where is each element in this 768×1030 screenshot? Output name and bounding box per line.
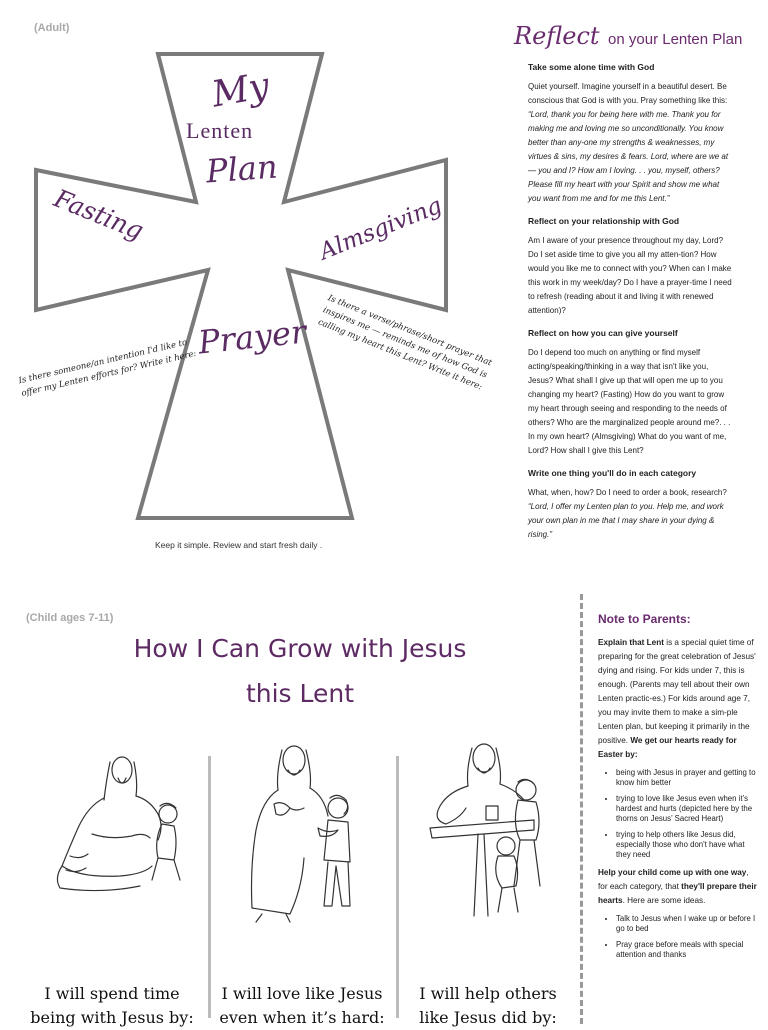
parents-help: [598, 866, 760, 908]
reflect-heading-4: Write one thing you'll do in each category: [528, 468, 697, 478]
child-title: [30, 626, 570, 716]
reflect-text-4: What, when, how? Do I need to order a book, research?: [528, 488, 727, 497]
cross-my-label: My: [208, 65, 273, 116]
helping-others-illustration: [422, 736, 572, 926]
parents-help-end: . Here are some ideas.: [622, 896, 706, 905]
list-item: • Pray grace before meals with special attention and thanks: [616, 940, 760, 960]
list-item: • Talk to Jesus when I wake up or before I go to bed: [616, 914, 760, 934]
jesus-with-child-illustration: [40, 748, 196, 896]
reflect-title: [514, 22, 742, 50]
caption-prayer: [26, 982, 198, 1030]
cross-plan-label: Plan: [204, 147, 279, 191]
verse-prompt: Is there a verse/phrase/short prayer that inspires me — reminds me of how God is calling my heart this Lent? Write it here:: [316, 293, 494, 393]
cross-almsgiving-label: Almsgiving: [315, 192, 446, 266]
child-title-line-1: How I Can Grow with Jesus: [133, 634, 467, 663]
parents-intro-bold: Explain that Lent: [598, 638, 664, 647]
cross-lenten-label: Lenten: [186, 118, 254, 143]
column-divider: [208, 756, 211, 1018]
parents-bullets-2: [598, 914, 760, 960]
parents-intro-bold-2: We get our hearts ready for Easter by:: [598, 736, 737, 759]
dashed-divider: [580, 594, 583, 1024]
caption-love: [216, 982, 388, 1030]
child-tag: (Child ages 7-11): [26, 612, 114, 624]
reflect-prayer-1: “Lord, thank you for being here with me. Thank you for making me and loving me so unconditionally. You know better than any-one my strengths & weaknesses, my virtues & sins, my desires & fears. Lord, where are we at — you and I? How am I loving. . . you, myself, others? Please fill my heart with your Spirit and show me what you want from me and for me this Lent.”: [528, 110, 729, 203]
caption-prayer-line-1: I will spend time: [44, 984, 180, 1003]
parents-intro-text: is a special quiet time of preparing for the great celebration of Jesus' dying and rising. For kids under 7, this is enough. (Parents may tell about their own Lenten practic-es.) For kids around age 7, you may invite them to make a sim-ple Lenten plan, but keeping it primarily in the positive.: [598, 638, 756, 745]
reflect-subtitle: on your Lenten Plan: [608, 31, 743, 48]
reflect-paragraph-2: Am I aware of your presence throughout my day, Lord? Do I set aside time to give you all my atten-tion? How would you like me to connect with you? When can I make this work in my week/day? Do I have a prayer-time I need to refresh (reading about it and living it with renewed attention)?: [528, 236, 732, 315]
caption-love-line-1: I will love like Jesus: [221, 984, 383, 1003]
caption-help: [402, 982, 574, 1030]
caption-love-line-2: even when it’s hard:: [219, 1008, 385, 1027]
reflect-paragraph-3: Do I depend too much on anything or find myself acting/speaking/thinking in a way that isn't like you, Jesus? What shall I give up that will open me up to you changing my heart? (Fasting) How do you want to grow my heart through seeing and responding to the needs of others? Who are the marginalized people around me?. . . In my own heart? (Almsgiving) What do you want of me, Lord? How shall I give this Lent?: [528, 348, 731, 455]
caption-help-line-1: I will help others: [419, 984, 557, 1003]
reflect-heading-1: Take some alone time with God: [528, 62, 655, 72]
reflect-paragraph-4: [528, 486, 734, 542]
parents-help-mid: , for each category, that: [598, 868, 749, 891]
list-item: • being with Jesus in prayer and getting to know him better: [616, 768, 760, 788]
parents-note: [598, 612, 760, 966]
list-item: • trying to love like Jesus even when it’s hardest and hurts (depicted here by the thorns on Jesus’ Sacred Heart): [616, 794, 760, 824]
cross-fasting-label: Fasting: [49, 183, 148, 246]
list-item: • trying to help others like Jesus did, especially those who don't have what they need: [616, 830, 760, 860]
parents-help-bold: Help your child come up with one way: [598, 868, 747, 877]
sacred-heart-illustration: [232, 738, 368, 924]
child-title-line-2: this Lent: [245, 679, 355, 708]
reflect-text-1: Quiet yourself. Imagine yourself in a beautiful desert. Be conscious that God is with you. Pray something like this:: [528, 82, 728, 105]
reflect-word: Reflect: [514, 22, 600, 50]
reflect-column: [528, 60, 734, 550]
reflect-heading-2: Reflect on your relationship with God: [528, 216, 680, 226]
reflect-prayer-4: “Lord, I offer my Lenten plan to you. Help me, and work your own plan in me that I may share in your dying & rising.”: [528, 502, 724, 539]
caption-help-line-2: like Jesus did by:: [419, 1008, 557, 1027]
column-divider: [396, 756, 399, 1018]
cross-illustration: [0, 40, 512, 530]
parents-bullets-1: [598, 768, 760, 860]
caption-prayer-line-2: being with Jesus by:: [30, 1008, 194, 1027]
adult-tag: (Adult): [34, 22, 70, 34]
parents-intro: [598, 636, 760, 762]
cross-footer: Keep it simple. Review and start fresh daily .: [155, 540, 323, 550]
reflect-paragraph-1: [528, 80, 734, 206]
reflect-heading-3: Reflect on how you can give yourself: [528, 328, 678, 338]
parents-help-bold-2: they'll prepare their hearts: [598, 882, 757, 905]
cross-prayer-label: Prayer: [196, 312, 308, 362]
parents-note-title: Note to Parents:: [598, 612, 691, 626]
intention-prompt: Is there someone/an intention I'd like to offer my Lenten efforts for? Write it here:: [17, 337, 198, 399]
